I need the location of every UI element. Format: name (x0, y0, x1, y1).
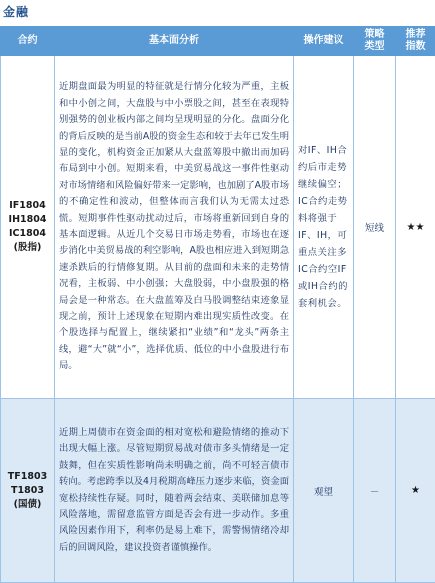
header-strategy-type-text: 策略类型 (364, 29, 385, 52)
header-analysis: 基本面分析 (55, 27, 294, 56)
rating-stars: ★ (411, 485, 420, 496)
contract-category: (国债) (13, 498, 42, 510)
contract-code: IH1804 (8, 214, 47, 225)
advice-cell: 对IF、IH合约后市走势继续偏空；IC合约走势料将强于IF、IH，可重点关注多IC合约空IF或IH合约的套利机会。 (294, 56, 354, 399)
header-advice: 操作建议 (294, 27, 354, 56)
table-header-row (1, 27, 435, 56)
advice-cell: 观望 (294, 399, 354, 583)
contract-cell (1, 56, 55, 399)
strategy-type-cell: 短线 (354, 56, 396, 399)
analysis-cell: 近期上周债市在资金面的相对宽松和避险情绪的推动下出现大幅上涨。尽管短期贸易战对债市多头情绪是一定鼓舞，但在实质性影响尚未明确之前，尚不可轻言债市转向。考虑跨季以及4月税期高峰压力逐步来临，资金面宽松持续性存疑。同时，随着两会结束、美联储加息等风险落地，需留意监管方面是否会有进一步动作。多重风险因素作用下，利率仍是易上难下，需警惕情绪冷却后的回调风险，建议投资者谨慎操作。 (55, 399, 294, 583)
header-contract: 合约 (1, 27, 55, 56)
strategy-type-cell: － (354, 399, 396, 583)
contract-cell (1, 399, 55, 583)
table-row (1, 56, 435, 399)
section-title: 金融 (3, 5, 30, 19)
contract-code: T1803 (11, 484, 44, 496)
table-row (1, 399, 435, 583)
header-rating-text: 推荐指数 (405, 29, 426, 52)
contract-category: (股指) (13, 242, 42, 253)
analysis-table (0, 26, 435, 583)
analysis-cell: 近期盘面最为明显的特征就是行情分化较为严重，主板和中小创之间，大盘股与中小票股之间，甚至在表现特别强势的创业板内部之间均呈现明显的分化。盘面分化的背后反映的是当前A股的资金生态和较于去年已发生明显的变化，机构资金正加紧从大盘蓝筹股中撤出而加码布局到中小创。短期来看，中美贸易战这一事件性驱动对市场情绪和风险偏好带来一定影响，也加剧了A股市场的不确定性和波动，但整体而言我们认为无需太过恐慌。短期事件性驱动扰动过后，市场将重新回到自身的基本面逻辑。从近几个交易日市场走势看，市场也在逐步消化中美贸易战的利空影响，A股也相应进入到短期急速杀跌后的行情修复期。从目前的盘面和未来的走势情况看，主板弱、中小创强；大盘股弱，中小盘股强的格局会是一种常态。在大盘蓝筹及白马股调整结束迹象显现之前，预计上述现象在短期内难出现实质性改变。在个股选择与配置上，继续紧扣“业绩”和“龙头”两条主线，避“大”就“小”，选择优质、低位的中小盘股进行布局。 (55, 56, 294, 399)
contract-code: TF1803 (7, 470, 48, 482)
rating-cell (396, 399, 435, 583)
header-strategy-type (354, 27, 396, 56)
rating-stars: ★★ (406, 221, 425, 233)
rating-cell (396, 56, 435, 399)
contract-code: IF1804 (9, 200, 46, 211)
header-rating (396, 27, 435, 56)
contract-code: IC1804 (9, 228, 46, 239)
